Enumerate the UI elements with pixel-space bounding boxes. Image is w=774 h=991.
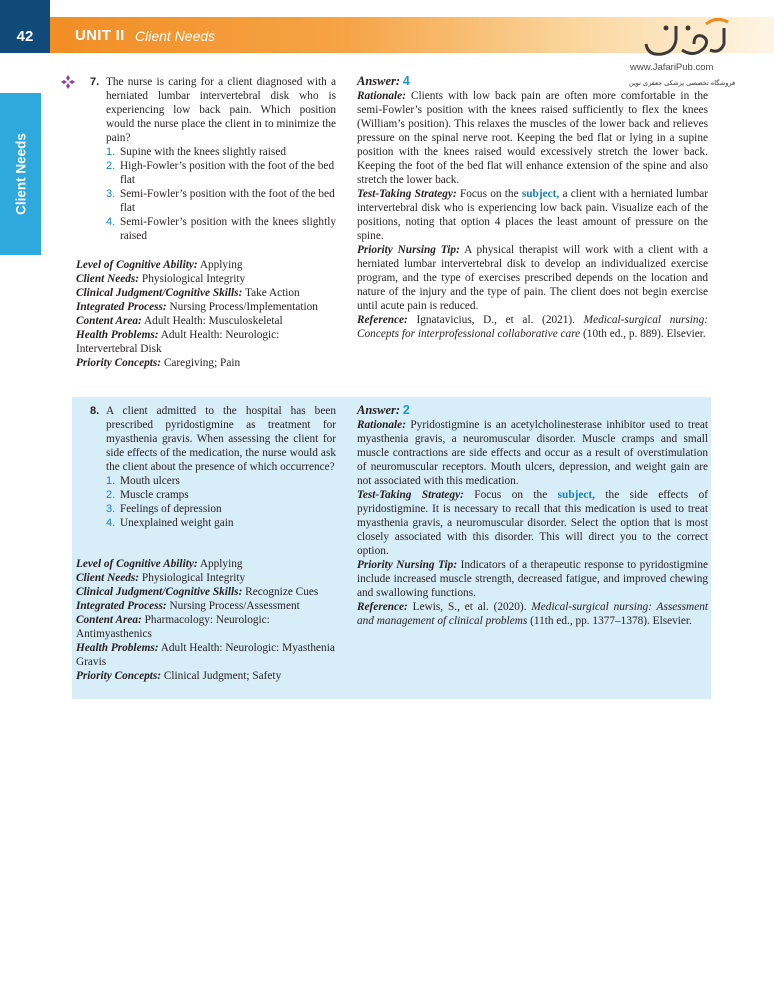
meta-value: Adult Health: Neurologic: Intervertebral Disk	[76, 329, 280, 355]
meta-line	[76, 328, 338, 356]
meta-value: Physiological Integrity	[141, 572, 246, 584]
option-text: Unexplained weight gain	[120, 517, 234, 529]
strategy-text: a client with a herniated lumbar intervertebral disk who is experiencing low back pain. Visualize each of the positions, noting that option 4 places the least amount of pressure on the spine.	[357, 188, 708, 242]
q7-option-4[interactable]	[106, 215, 336, 243]
option-number: 2.	[106, 489, 116, 501]
q8-number: 8.	[90, 405, 100, 417]
meta-label: Health Problems:	[76, 329, 159, 341]
option-number: 2.	[106, 160, 116, 172]
q8-strategy	[357, 488, 708, 558]
page-number: 42	[16, 28, 34, 45]
meta-value: Nursing Process/Assessment	[169, 600, 300, 612]
meta-line	[76, 356, 338, 370]
tip-label: Priority Nursing Tip:	[357, 559, 458, 571]
meta-line	[76, 258, 338, 272]
meta-line	[76, 286, 338, 300]
q7-question	[106, 75, 336, 243]
q7-rationale	[357, 89, 708, 187]
option-number: 4.	[106, 216, 116, 228]
q8-option-2[interactable]	[106, 488, 336, 502]
option-text: Muscle cramps	[120, 489, 189, 501]
q8-reference	[357, 600, 708, 628]
strategy-label: Test-Taking Strategy:	[357, 489, 464, 501]
reference-label: Reference:	[357, 314, 408, 326]
meta-label: Integrated Process:	[76, 301, 167, 313]
q7-reference	[357, 313, 708, 341]
meta-label: Client Needs:	[76, 273, 140, 285]
unit-label: UNIT II	[75, 27, 125, 44]
meta-line	[76, 571, 338, 585]
q7-answer-column	[357, 74, 708, 341]
option-text: High-Fowler’s position with the foot of the bed flat	[120, 160, 335, 186]
side-tab-label: Client Needs	[13, 133, 29, 215]
answer-value: 4	[402, 74, 410, 88]
meta-label: Health Problems:	[76, 642, 159, 654]
reference-label: Reference:	[357, 601, 408, 613]
q7-option-2[interactable]	[106, 159, 336, 187]
meta-line	[76, 641, 338, 669]
q7-stem: The nurse is caring for a client diagnosed with a herniated lumbar intervertebral disk who is experiencing low back pain. Which position would the nurse place the client in to minimize the pain?	[106, 76, 336, 144]
strategy-keyword: subject,	[521, 188, 560, 200]
q8-metadata	[76, 557, 338, 683]
rationale-text: Clients with low back pain are often more comfortable in the semi-Fowler’s position with the knees raised sufficiently to flex the knees (William’s position). This relaxes the muscles of the lower back and relieves pressure on the spinal nerve root. Keeping the bed flat or lying in a supine position with the knees raised would excessively stretch the lower back. Keeping the foot of the bed flat will enhance extension of the spine and also stretch the lower back.	[357, 90, 709, 186]
q8-answer-column	[357, 403, 708, 628]
meta-line	[76, 613, 338, 641]
meta-value: Nursing Process/Implementation	[169, 301, 318, 313]
option-number: 1.	[106, 475, 116, 487]
strategy-label: Test-Taking Strategy:	[357, 188, 457, 200]
reference-text: (11th ed., pp. 1377–1378). Elsevier.	[530, 615, 692, 627]
option-text: Supine with the knees slightly raised	[120, 146, 286, 158]
tip-text: Indicators of a therapeutic response to pyridostigmine include increased muscle strength, decreased fatigue, and improved chewing and swallowing functions.	[357, 559, 708, 599]
q8-option-3[interactable]	[106, 502, 336, 516]
meta-label: Client Needs:	[76, 572, 140, 584]
strategy-text: Focus on the	[474, 489, 548, 501]
diamond-ornament-icon	[60, 74, 76, 90]
reference-text: Ignatavicius, D., et al. (2021).	[416, 314, 575, 326]
meta-value: Applying	[199, 558, 243, 570]
meta-value: Applying	[199, 259, 243, 271]
q8-stem: A client admitted to the hospital has been prescribed pyridostigmine as treatment for myasthenia gravis. When assessing the client for side effects of the medication, the nurse would ask the client about the presence of which occurrence?	[106, 405, 336, 473]
q7-metadata	[76, 258, 338, 370]
tip-text: A physical therapist will work with a client with a herniated lumbar intervertebral disk to develop an individualized exercise program, and the type of exercises prescribed depends on the location and nature of the injury and the type of pain. The client does not begin exercise until acute pain is reduced.	[357, 244, 708, 312]
meta-line	[76, 272, 338, 286]
option-number: 4.	[106, 517, 116, 529]
q7-option-3[interactable]	[106, 187, 336, 215]
rationale-label: Rationale:	[357, 419, 406, 431]
q8-question	[106, 404, 336, 530]
meta-label: Level of Cognitive Ability:	[76, 259, 198, 271]
meta-line	[76, 557, 338, 571]
meta-line	[76, 585, 338, 599]
meta-line	[76, 300, 338, 314]
q7-options	[106, 145, 336, 243]
q7-option-1[interactable]	[106, 145, 336, 159]
meta-value: Caregiving; Pain	[163, 357, 241, 369]
strategy-text: Focus on the	[459, 188, 519, 200]
option-number: 3.	[106, 503, 116, 515]
q7-number: 7.	[90, 76, 100, 88]
q7-answer	[357, 74, 708, 89]
meta-label: Clinical Judgment/Cognitive Skills:	[76, 586, 243, 598]
q8-options	[106, 474, 336, 530]
q8-answer	[357, 403, 708, 418]
q7-strategy	[357, 187, 708, 243]
meta-line	[76, 599, 338, 613]
meta-value: Take Action	[244, 287, 300, 299]
meta-value: Adult Health: Neurologic: Myasthenia Gravis	[76, 642, 335, 668]
answer-label: Answer:	[357, 74, 401, 88]
q8-priority-tip	[357, 558, 708, 600]
reference-text: Lewis, S., et al. (2020).	[412, 601, 527, 613]
meta-value: Pharmacology: Neurologic: Antimyasthenics	[76, 614, 270, 640]
option-text: Semi-Fowler’s position with the knees slightly raised	[120, 216, 336, 242]
option-text: Mouth ulcers	[120, 475, 180, 487]
meta-label: Level of Cognitive Ability:	[76, 558, 198, 570]
q8-option-4[interactable]	[106, 516, 336, 530]
reference-title: Medical-surgical nursing: Concepts for interprofessional collaborative care	[357, 314, 708, 340]
unit-title: Client Needs	[135, 28, 216, 44]
answer-label: Answer:	[357, 403, 401, 417]
strategy-text: the side effects of pyridostigmine. It is necessary to recall that this medication is used to treat myasthenia gravis, a neuromuscular disorder. Select the option that is most closely associated with this disorder. This will direct you to the correct option.	[357, 489, 708, 557]
meta-label: Content Area:	[76, 315, 142, 327]
meta-label: Integrated Process:	[76, 600, 167, 612]
page-number-tab	[0, 0, 50, 53]
meta-value: Physiological Integrity	[141, 273, 246, 285]
meta-line	[76, 314, 338, 328]
tip-label: Priority Nursing Tip:	[357, 244, 460, 256]
reference-title: Medical-surgical nursing: Assessment and management of clinical problems	[357, 601, 709, 627]
logo-subtitle: فروشگاه تخصصی پزشکی جعفری نوین	[629, 79, 736, 87]
logo-url: www.JafariPub.com	[630, 62, 714, 73]
meta-value: Recognize Cues	[245, 586, 319, 598]
q8-rationale	[357, 418, 708, 488]
q8-option-1[interactable]	[106, 474, 336, 488]
meta-line	[76, 669, 338, 683]
answer-value: 2	[402, 403, 410, 417]
option-text: Semi-Fowler’s position with the foot of the bed flat	[120, 188, 335, 214]
strategy-keyword: subject,	[557, 489, 595, 501]
option-number: 3.	[106, 188, 116, 200]
meta-value: Adult Health: Musculoskeletal	[144, 315, 283, 327]
rationale-text: Pyridostigmine is an acetylcholinesterase inhibitor used to treat myasthenia gravis, a neuromuscular disorder. Muscle cramps and small muscle contractions are side effects and occur as a result of overstimulation of neuromuscular receptors. Mouth ulcers, depression, and weight gain are not associated with this medication.	[357, 419, 708, 487]
reference-text: (10th ed., p. 889). Elsevier.	[583, 328, 706, 340]
meta-label: Priority Concepts:	[76, 357, 162, 369]
meta-label: Content Area:	[76, 614, 142, 626]
option-number: 1.	[106, 146, 116, 158]
meta-label: Priority Concepts:	[76, 670, 162, 682]
meta-value: Clinical Judgment; Safety	[163, 670, 282, 682]
q7-priority-tip	[357, 243, 708, 313]
rationale-label: Rationale:	[357, 90, 406, 102]
publisher-logo-icon	[636, 14, 736, 64]
option-text: Feelings of depression	[120, 503, 222, 515]
meta-label: Clinical Judgment/Cognitive Skills:	[76, 287, 243, 299]
